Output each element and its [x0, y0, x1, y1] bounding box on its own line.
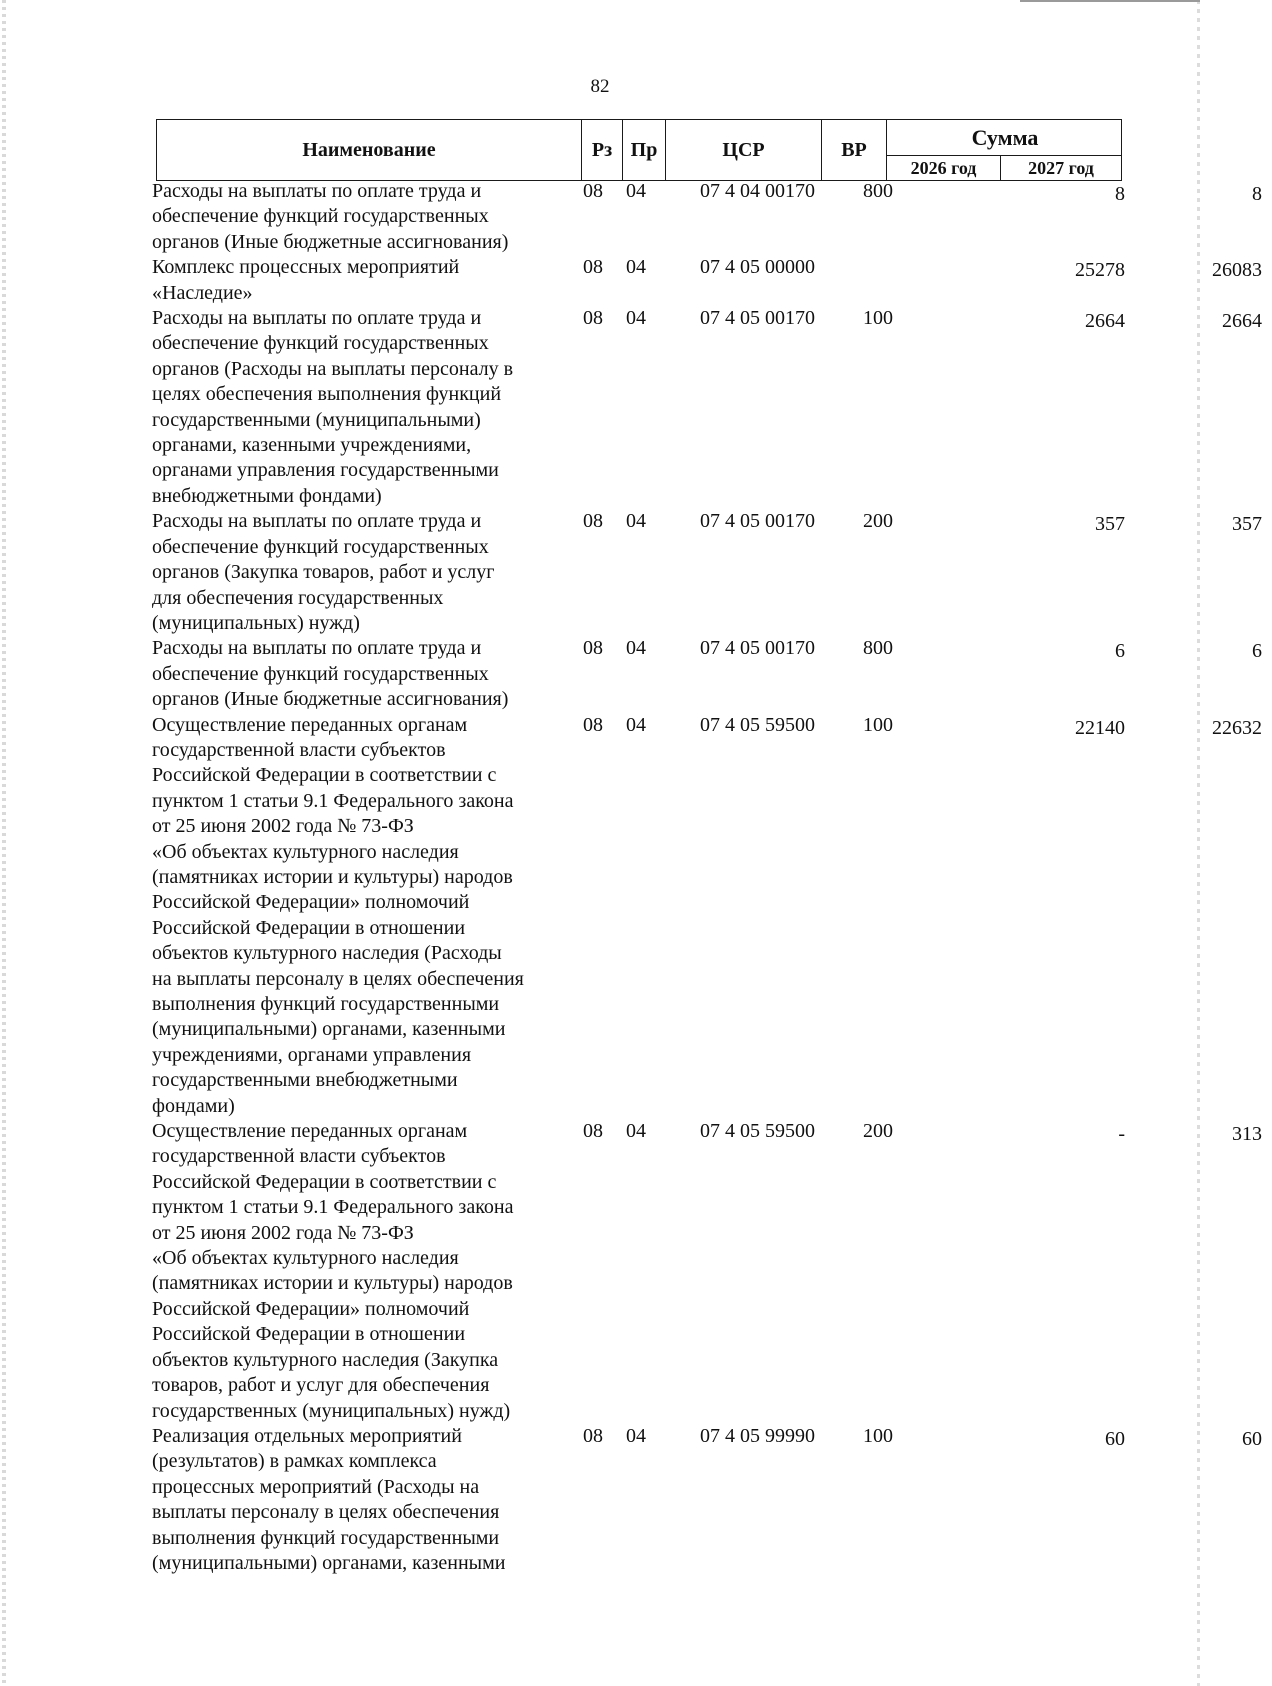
row-vr: 200: [863, 1120, 893, 1143]
row-name: Осуществление переданных органам государственной власти субъектов Российской Федерации в соответствии с пунктом 1 статьи 9.1 Федерального закона от 25 июня 2002 года № 73-ФЗ «Об объектах культурного наследия (памятниках истории и культуры) народов Российской Федерации» полномочий Российской Федерации в отношении объектов культурного наследия (Закупка товаров, работ и услуг для обеспечения государственных (муниципальных) нужд): [152, 1120, 514, 1422]
row-rz: 08: [583, 1120, 603, 1143]
table-row: [152, 713, 1262, 1120]
header-year-2027: 2027 год: [1000, 155, 1121, 180]
row-sum-2027: 313: [1232, 1123, 1262, 1146]
row-pr: 04: [626, 1424, 646, 1447]
row-pr: 04: [626, 256, 646, 279]
header-csr: ЦСР: [665, 120, 821, 180]
row-name: Расходы на выплаты по оплате труда и обеспечение функций государственных органов (Иные бюджетные ассигнования): [152, 637, 509, 711]
row-vr: 800: [863, 637, 893, 660]
row-sum-2027: 6: [1252, 640, 1262, 663]
header-vr: ВР: [821, 120, 886, 180]
table-row: [152, 636, 1262, 712]
table-row: [152, 306, 1262, 509]
row-vr: 800: [863, 180, 893, 202]
row-sum-2027: 8: [1252, 183, 1262, 205]
row-pr: 04: [626, 713, 646, 736]
row-pr: 04: [626, 1120, 646, 1143]
row-pr: 04: [626, 307, 646, 330]
row-vr: 100: [863, 713, 893, 736]
row-rz: 08: [583, 180, 603, 202]
table-row: [152, 1119, 1262, 1424]
header-sum: Сумма: [886, 120, 1123, 155]
row-sum-2027: 60: [1242, 1427, 1262, 1450]
header-year-2026: 2026 год: [886, 155, 1000, 180]
row-sum-2026: 8: [1115, 183, 1125, 205]
row-csr: 07 4 05 00170: [700, 307, 815, 330]
row-csr: 07 4 05 00000: [700, 256, 815, 279]
table-row: [152, 255, 1262, 306]
row-rz: 08: [583, 1424, 603, 1447]
row-csr: 07 4 04 00170: [700, 180, 815, 202]
row-pr: 04: [626, 637, 646, 660]
table-body: [152, 179, 1262, 1576]
row-sum-2027: 22632: [1212, 716, 1262, 739]
row-csr: 07 4 05 00170: [700, 510, 815, 533]
row-csr: 07 4 05 99990: [700, 1424, 815, 1447]
row-sum-2026: 25278: [1075, 259, 1125, 282]
page-number: 82: [590, 76, 610, 97]
row-sum-2026: 60: [1105, 1427, 1125, 1450]
row-csr: 07 4 05 59500: [700, 713, 815, 736]
row-rz: 08: [583, 307, 603, 330]
row-rz: 08: [583, 637, 603, 660]
row-pr: 04: [626, 510, 646, 533]
row-name: Комплекс процессных мероприятий «Наследие»: [152, 256, 460, 304]
row-sum-2026: 2664: [1085, 310, 1125, 333]
table-row: [152, 509, 1262, 636]
table-row: [152, 1424, 1262, 1576]
row-csr: 07 4 05 59500: [700, 1120, 815, 1143]
top-rule: [1020, 0, 1200, 2]
table-header: [156, 119, 1122, 181]
row-rz: 08: [583, 510, 603, 533]
row-sum-2027: 2664: [1222, 310, 1262, 333]
row-sum-2027: 357: [1232, 513, 1262, 536]
row-rz: 08: [583, 256, 603, 279]
row-sum-2026: 6: [1115, 640, 1125, 663]
header-rz: Рз: [581, 120, 622, 180]
row-pr: 04: [626, 180, 646, 202]
row-csr: 07 4 05 00170: [700, 637, 815, 660]
row-sum-2026: -: [1118, 1123, 1125, 1146]
header-name: Наименование: [302, 138, 436, 161]
scan-edge-left: [2, 0, 6, 1686]
table-row: [152, 179, 1262, 255]
row-vr: 100: [863, 307, 893, 330]
row-sum-2027: 26083: [1212, 259, 1262, 282]
header-pr: Пр: [622, 120, 665, 180]
row-name: Расходы на выплаты по оплате труда и обеспечение функций государственных органов (Закупка товаров, работ и услуг для обеспечения государственных (муниципальных) нужд): [152, 510, 495, 634]
row-vr: 100: [863, 1424, 893, 1447]
row-name: Реализация отдельных мероприятий (результатов) в рамках комплекса процессных мероприятий (Расходы на выплаты персоналу в целях обеспечения выполнения функций государственными (муниципальными) органами, казенными: [152, 1424, 506, 1574]
row-sum-2026: 357: [1095, 513, 1125, 536]
row-rz: 08: [583, 713, 603, 736]
row-name: Осуществление переданных органам государственной власти субъектов Российской Федерации в соответствии с пунктом 1 статьи 9.1 Федерального закона от 25 июня 2002 года № 73-ФЗ «Об объектах культурного наследия (памятниках истории и культуры) народов Российской Федерации» полномочий Российской Федерации в отношении объектов культурного наследия (Расходы на выплаты персоналу в целях обеспечения выполнения функций государственными (муниципальными) органами, казенными учреждениями, органами управления государственными внебюджетными фондами): [152, 713, 524, 1117]
row-name: Расходы на выплаты по оплате труда и обеспечение функций государственных органов (Иные бюджетные ассигнования): [152, 180, 509, 253]
row-vr: 200: [863, 510, 893, 533]
row-name: Расходы на выплаты по оплате труда и обеспечение функций государственных органов (Расходы на выплаты персоналу в целях обеспечения выполнения функций государственными (муниципальными) органами, казенными учреждениями, органами управления государственными внебюджетными фондами): [152, 307, 514, 507]
row-sum-2026: 22140: [1075, 716, 1125, 739]
